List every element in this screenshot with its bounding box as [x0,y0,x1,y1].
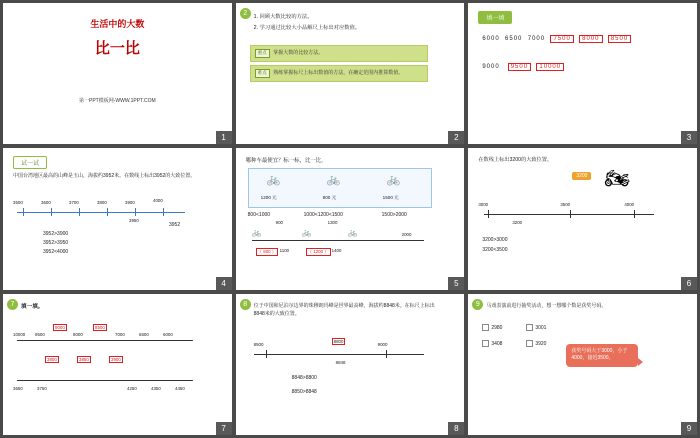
marker-label-3950: 3950 [129,218,139,224]
slide8-tick-2 [386,350,387,358]
s7-num-7000: 7000 [115,331,125,337]
s7-num-6500: 6500 [139,331,149,337]
slide5-compare-1: 800<1000 [247,212,271,219]
key-point-text: 掌握大数的比较方法。 [273,50,324,56]
s7-num-8500-boxed: 8500 [95,324,105,330]
num-9500-boxed: 9500 [508,63,531,71]
slide4-ineq-2: 3952>3950 [43,240,69,247]
slide-6[interactable] [468,148,697,289]
tick-label-3900: 3900 [125,200,135,206]
tick-6 [163,208,164,216]
key-point-tag: 重点 [255,49,270,58]
difficulty-tag: 难点 [255,69,270,78]
num-7500-boxed: 7500 [550,35,573,43]
option-label-2980: 2980 [491,324,503,331]
bicycle-icon-2: 🚲 [326,174,341,187]
checkbox-icon-2[interactable] [526,324,533,331]
bicycle-icon-axis-3: 🚲 [347,228,358,238]
price-1: 1200 元 [260,195,277,201]
slide6-label-4000: 4000 [624,202,635,208]
slide5-question: 哪种车最便宜？标一标，比一比。 [245,158,327,165]
slide2-badge: 2 [240,8,251,19]
slide8-badge: 8 [240,299,251,310]
s7-num-9000-boxed: 9000 [55,324,65,330]
slide2-difficulty-box [250,65,428,82]
s7-num-8000: 8000 [73,331,83,337]
slide3-row-2 [482,63,564,71]
axis-red-1300: 1300 [327,220,338,226]
tick-5 [135,208,136,216]
s7-num-4450: 4450 [175,385,185,391]
slide8-text: 位于中国和尼泊尔边界的珠穆朗玛峰是世界最高峰，海拔约8848米。在标尺上标出8848米的大致位置。 [253,302,435,317]
slide5-compare-2: 1000<1200<1500 [303,212,343,219]
axis-red-1400: 1400 [331,248,342,254]
bicycle-icon-axis-1: 🚲 [251,228,262,238]
tick-3 [79,208,80,216]
option-2980[interactable] [482,324,502,331]
slide6-question: 在数线上标出3200的大致位置。 [478,157,553,164]
tick-1 [23,208,24,216]
s7-num-3900-boxed: 3900 [111,356,121,362]
option-3001[interactable] [526,324,546,331]
slide-number: 5 [448,277,464,290]
slide-1[interactable] [3,3,232,144]
option-3920[interactable] [526,340,546,347]
s7-num-10000: 10000 [13,331,26,337]
num-9000: 9000 [482,64,500,70]
slide4-ineq-3: 3952<4000 [43,249,69,256]
slide3-row-1 [482,35,631,43]
option-label-3001: 3001 [535,324,547,331]
option-label-3920: 3920 [535,340,547,347]
marker-value-3952: 3952 [169,222,181,229]
slide8-label-8500: 8500 [253,341,264,347]
slide2-key-point-box [250,45,428,62]
slide6-label-3500: 3500 [560,202,571,208]
axis-red-900: 900 [275,220,283,226]
slide5-compare-3: 1500>2000 [381,212,407,219]
tick-label-3700: 3700 [69,200,79,206]
checkbox-icon-4[interactable] [526,340,533,347]
tick-label-4000: 4000 [153,198,163,204]
slide-number: 6 [681,277,697,290]
num-7000: 7000 [527,36,546,42]
slide8-marker-8848: 8848 [335,359,346,365]
slide7-axis-1 [17,340,193,341]
slide7-axis-2 [17,380,193,381]
tick-2 [51,208,52,216]
slide-8[interactable] [236,294,465,435]
tick-label-3600: 3600 [41,200,51,206]
slide-5[interactable] [236,148,465,289]
slide-number: 1 [216,131,232,144]
price-tag: 3200 [572,172,591,180]
slide2-line-2: 2. 学习通过比较大小品解尺上标出对应数值。 [253,25,361,31]
num-10000-boxed: 10000 [536,63,564,71]
slide4-text [13,172,203,180]
num-6000: 6000 [482,36,500,42]
option-label-3408: 3408 [491,340,503,347]
boxed-800: （ 800 ） [257,249,277,255]
bicycle-icon-axis-2: 🚲 [301,228,312,238]
speech-bubble: 获奖号码大于3000，小于4000，接近3500。 [566,344,638,367]
slide8-label-9000: 9000 [377,341,388,347]
difficulty-text: 熟练掌握标尺上标出数值的方法，在确定范围内推算数值。 [273,70,404,76]
slide6-ineq-2: 3200<3500 [482,247,508,254]
slide-number: 7 [216,422,232,435]
slide6-ineq-1: 3200>3000 [482,237,508,244]
slide-number: 8 [448,422,464,435]
slide-9[interactable] [468,294,697,435]
s7-num-4350: 4350 [151,385,161,391]
slide3-heading: 填一填 [478,11,512,24]
slide-2[interactable] [236,3,465,144]
slide8-tick-1 [266,350,267,358]
slide1-subject: 生活中的大数 [90,19,145,29]
price-2: 800 元 [322,195,337,201]
slide-number: 9 [681,422,697,435]
slide-7[interactable] [3,294,232,435]
slide-4[interactable] [3,148,232,289]
slide6-label-3000: 3000 [478,202,489,208]
slide6-axis [484,214,654,215]
bicycle-icon-1: 🚲 [266,174,281,187]
slide8-axis [254,354,424,355]
s7-num-3850-boxed: 3850 [79,356,89,362]
slide6-tick-2 [570,210,571,218]
tick-4 [107,208,108,216]
slide-number: 2 [448,131,464,144]
tick-label-3800: 3800 [97,200,107,206]
num-8500-boxed: 8500 [608,35,631,43]
slide8-ineq-1: 8848>8800 [291,374,317,381]
slide6-marker-3200: 3200 [512,220,523,226]
bicycle-icon-3: 🚲 [386,174,401,187]
slide4-axis [17,212,185,213]
s7-num-9500: 9500 [35,331,45,337]
slide8-marker-8800: 8800 [333,338,344,344]
s7-num-3800-boxed: 3800 [47,356,57,362]
slide1-title: 比一比 [94,40,140,57]
num-8000-boxed: 8000 [579,35,602,43]
slide4-ineq-1: 3952>3900 [43,231,69,238]
slide8-ineq-2: 8850>8848 [291,388,317,395]
slide9-badge: 9 [472,299,483,310]
slide4-heading: 试一试 [13,156,47,169]
num-6500: 6500 [505,36,523,42]
scooter-icon: 🏍 [604,168,630,191]
s7-num-6000: 6000 [163,331,173,337]
slide6-tick-1 [488,210,489,218]
slide4-text-value: 中国台湾地区最高的山峰是玉山，海拔约3952米。在数线上标出3952的大致位置。 [13,173,196,180]
axis-red-1100: 1100 [279,248,290,254]
slide2-line-1: 1. 回顾大数比较的方法。 [253,14,313,20]
s7-num-4250: 4250 [127,385,137,391]
checkbox-icon-3[interactable] [482,340,489,347]
s7-num-3650: 3650 [13,385,23,391]
slide1-footer: 第一PPT模板网-WWW.1PPT.COM [78,98,156,104]
option-3408[interactable] [482,340,502,347]
slide-3[interactable] [468,3,697,144]
slide-number: 4 [216,277,232,290]
slide9-text: 马戏表演前进行抽奖活动，想一想哪个数是获奖号码。 [486,302,607,309]
axis-label-2000: 2000 [401,232,412,238]
checkbox-icon-1[interactable] [482,324,489,331]
boxed-1200: （ 1200 ） [307,249,329,255]
tick-label-3500: 3500 [13,200,23,206]
slide6-tick-3 [634,210,635,218]
slide-number: 3 [681,131,697,144]
slide7-badge: 7 [7,299,18,310]
price-3: 1500 元 [382,195,399,201]
slide7-heading: 填一填。 [21,303,44,310]
s7-num-3750: 3750 [37,385,47,391]
slide5-axis [252,240,424,241]
slide5-bike-panel [248,168,432,208]
